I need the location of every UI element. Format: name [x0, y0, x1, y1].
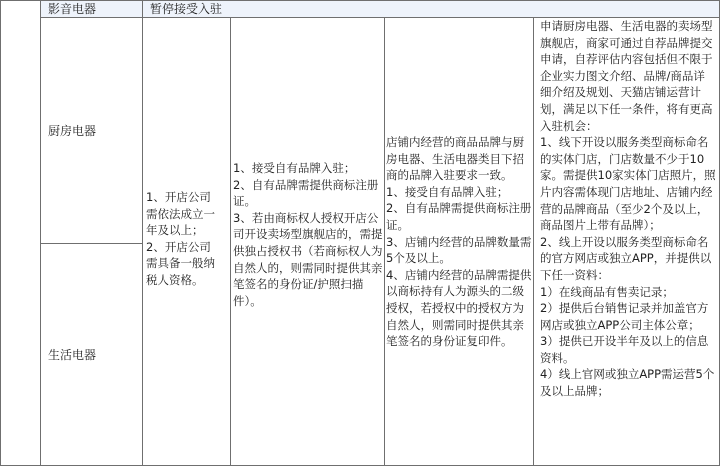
category-living: 生活电器	[48, 348, 97, 362]
category-av: 影音电器	[48, 2, 97, 16]
category-kitchen: 厨房电器	[48, 124, 97, 138]
table-border-bottom	[0, 465, 720, 466]
col-border-left	[0, 0, 1, 466]
col-divider-4	[384, 17, 385, 466]
col-divider-1	[40, 0, 41, 466]
store-requirements: 店铺内经营的商品品牌与厨 房电器、生活电器类目下招 商的品牌入驻要求一致。 1、接受自有品牌入驻； 2、自有品牌需提供商标注册 证。 3、店铺内经营的品牌数量需 5个及以上。 4、店铺内经营的品牌需提供 以商标持有人为源头的二级 授权，若授权中的授权方为 自然人，则需同时提供其亲 笔签名的身份证复印件。	[386, 135, 532, 349]
company-requirements: 1、开店公司 需依法成立一 年及以上； 2、开店公司 需具备一般纳 税人资格。	[146, 190, 215, 287]
status-text: 暂停接受入驻	[150, 2, 223, 16]
row-divider-2	[40, 243, 142, 244]
brand-requirements: 1、接受自有品牌入驻； 2、自有品牌需提供商标注册 证。 3、若由商标权人授权开店公 司开设卖场型旗舰店的，需提 供独占授权书（若商标权人为 自然人的，则需同时提供其亲 笔签名的身份证/护照扫描 件）。	[233, 161, 383, 308]
table-border-top	[0, 0, 720, 1]
col-divider-2	[142, 0, 143, 466]
col-divider-3	[230, 17, 231, 466]
col-divider-5	[533, 17, 534, 466]
special-requirements: 申请厨房电器、生活电器的卖场型 旗舰店，商家可通过自荐品牌提交 申请，自荐评估内容包括但不限于 企业实力图文介绍、品牌/商品详 细介绍及规划、天猫店铺运营计 划，满足以下任一条件，将有更高 入驻机会： 1、线下开设以服务类型商标命名 的实体门店，门店数量不少于10 家。需提供10家实体门店照片，照 片内容需体现门店地址、店铺内经 营的品牌商品（至少2个及以上， 商品图片上带有品牌）； 2、线上开设以服务类型商标命名 的官方网店或独立APP，并提供以 下任一资料： 1）在线商品有售卖记录； 2）提供后台销售记录并加盖官方 网店或独立APP公司主体公章； 3）提供已开设半年及以上的信息 资料。 4）线上官网或独立APP需运营5个 及以上品牌；	[540, 19, 716, 399]
